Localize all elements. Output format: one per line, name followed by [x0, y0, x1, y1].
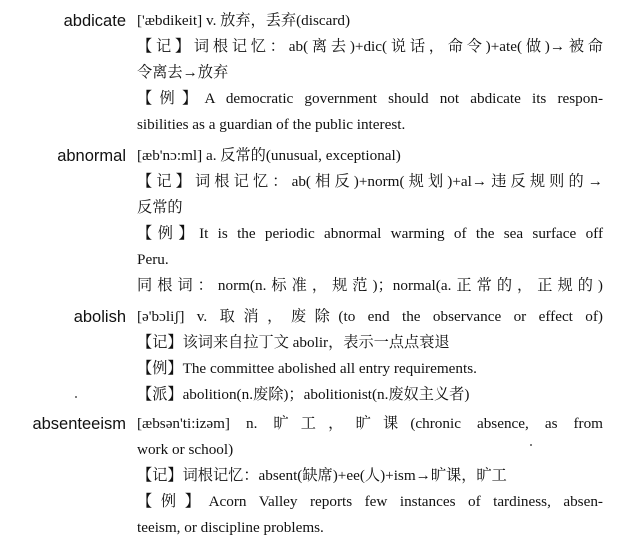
memory-note: 【记】该词来自拉丁文 abolir，表示一点点衰退: [137, 334, 450, 351]
memory-note: 【记】词根记忆：ab(相反)+norm(规划)+al→违反规则的→: [137, 173, 603, 190]
scan-speck: [75, 396, 77, 398]
example-sentence-cont: sibilities as a guardian of the public interest.: [137, 116, 406, 133]
memory-note-cont: 令离去→放弃: [137, 64, 229, 81]
pronunciation-definition: [æb'nɔ:ml] a. 反常的(unusual, exceptional): [137, 147, 401, 164]
headword: abdicate: [63, 12, 126, 30]
memory-note: 【记】词根记忆：ab(离去)+dic(说话，命令)+ate(做)→被命: [137, 38, 603, 55]
memory-note: 【记】词根记忆：absent(缺席)+ee(人)+ism→旷课，旷工: [137, 467, 507, 484]
example-sentence: 【例】The committee abolished all entry requirements.: [137, 360, 477, 377]
scan-speck: [530, 444, 532, 446]
example-sentence: 【例】Acorn Valley reports few instances of tardiness, absen-: [137, 493, 603, 510]
entry-body: [137, 143, 603, 299]
entry-body: [137, 8, 603, 138]
example-sentence-cont: teeism, or discipline problems.: [137, 519, 324, 536]
entry-body: [137, 411, 603, 541]
derivatives: 【派】abolition(n.废除)；abolitionist(n.废奴主义者): [137, 386, 470, 403]
pronunciation-definition: [æbsən'ti:izəm] n. 旷工，旷课(chronic absence, as from: [137, 415, 603, 432]
example-sentence: 【例】It is the periodic abnormal warming of the sea surface off: [137, 225, 603, 242]
headword: absenteeism: [32, 415, 126, 433]
example-sentence: 【例】A democratic government should not abdicate its respon-: [137, 90, 603, 107]
pronunciation-definition-cont: work or school): [137, 441, 234, 458]
pronunciation-definition: ['æbdikeit] v. 放弃，丢弃(discard): [137, 12, 351, 29]
memory-note-cont: 反常的: [137, 199, 183, 216]
headword: abolish: [73, 308, 126, 326]
related-words: 同根词：norm(n.标准，规范)；normal(a.正常的，正规的): [137, 277, 603, 294]
example-sentence-cont: Peru.: [137, 251, 169, 268]
headword: abnormal: [57, 147, 126, 165]
entry-body: [137, 304, 603, 408]
pronunciation-definition: [ə'bɔliʃ] v. 取消，废除(to end the observance or effect of): [137, 308, 603, 325]
